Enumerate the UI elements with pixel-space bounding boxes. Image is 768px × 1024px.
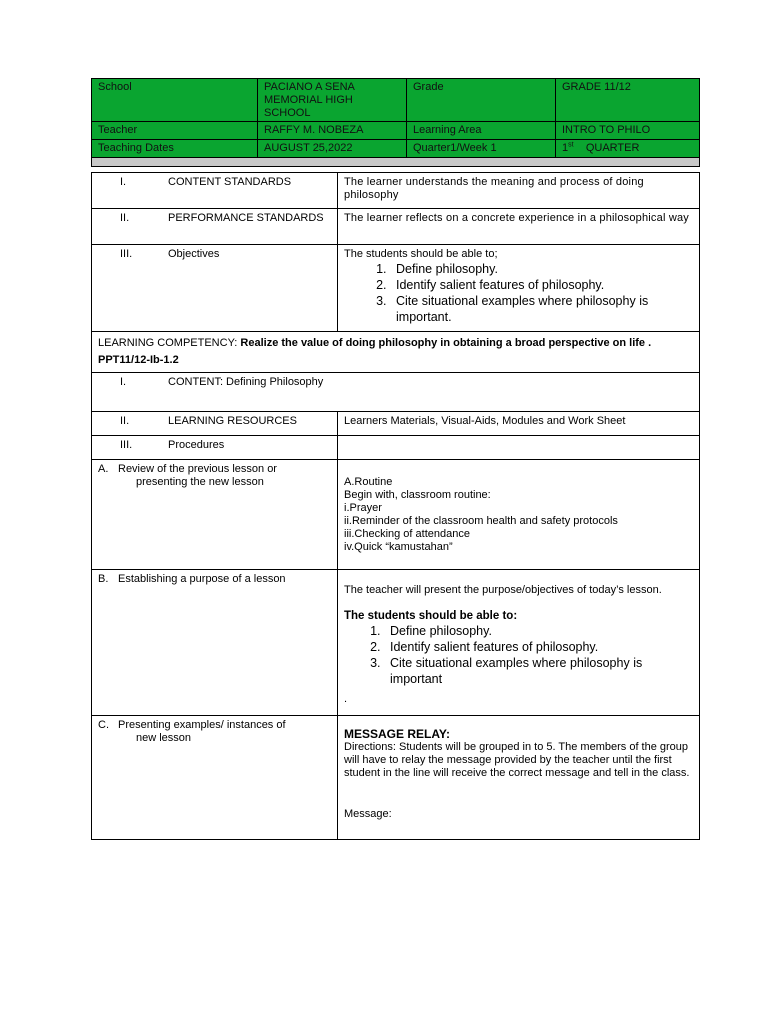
teaching-dates-value: AUGUST 25,2022 [258,140,407,158]
learning-resources-value: Learners Materials, Visual-Aids, Modules and Work Sheet [338,412,700,436]
purpose-heading: The students should be able to: [344,610,518,622]
lesson-plan-table [91,172,699,840]
performance-standards-label: PERFORMANCE STANDARDS [168,212,324,224]
learning-competency-label: LEARNING COMPETENCY: [98,337,241,349]
content-row: I. CONTENT: Defining Philosophy [92,373,700,412]
list-item: 2. Identify salient features of philosophy. [390,277,693,293]
learning-competency-text: Realize the value of doing philosophy in obtaining a broad perspective on life . PPT11/12-Ib-1.2 [98,337,652,366]
content-standards-text: The learner understands the meaning and process of doing philosophy [338,173,700,209]
list-item: 3. Cite situational examples where philosophy is important. [390,293,693,325]
learning-competency-row [92,332,700,373]
procedures-label: Procedures [168,439,225,451]
procedures-row: III. Procedures [92,436,700,460]
teacher-label: Teacher [92,122,258,140]
content-standards-label: CONTENT STANDARDS [168,176,292,188]
learning-resources-row: II. LEARNING RESOURCES Learners Materials, Visual-Aids, Modules and Work Sheet [92,412,700,436]
objectives-row: III. Objectives The students should be able to; 1. Define philosophy. 2. Identify salient features of philosophy. 3. Cite situational examples where philosophy is important. [92,245,700,332]
purpose-cell: The teacher will present the purpose/objectives of today’s lesson. The students should be able to: 1. Define philosophy. 2. Identify salient features of philosophy. 3. Cite situational examples where philosophy is important . [338,570,700,716]
list-item: 3. Cite situational examples where philosophy is important [384,655,693,687]
presenting-row: C. Presenting examples/ instances of new lesson MESSAGE RELAY: Directions: Students will be grouped in to 5. The members of the group will have to relay the message provided by the teacher until the first student in the line will receive the correct message and tell in the class. Message: [92,716,700,840]
list-item: 2. Identify salient features of philosophy. [384,639,693,655]
performance-standards-text: The learner reflects on a concrete experience in a philosophical way [338,209,700,245]
message-relay-cell [338,716,700,840]
learning-area-value: INTRO TO PHILO [556,122,700,140]
message-relay-directions: Directions: Students will be grouped in to 5. The members of the group will have to relay the message provided by the teacher until the first student in the line will receive the correct message and tell in the class. [344,741,690,779]
learning-area-label: Learning Area [407,122,556,140]
review-label: Review of the previous lesson or [118,463,277,475]
quarter-value: 1st QUARTER [556,140,700,158]
purpose-row: B. Establishing a purpose of a lesson The teacher will present the purpose/objectives of today’s lesson. The students should be able to: 1. Define philosophy. 2. Identify salient features of philosophy. 3. Cite situational examples where philosophy is important . [92,570,700,716]
content-standards-row: I. CONTENT STANDARDS The learner understands the meaning and process of doing philosophy [92,173,700,209]
performance-standards-row: II. PERFORMANCE STANDARDS The learner reflects on a concrete experience in a philosophical way [92,209,700,245]
objectives-cell [338,245,700,332]
gray-divider [92,158,700,167]
list-item: 1. Define philosophy. [384,623,693,639]
objectives-label: Objectives [168,248,220,260]
content-label: CONTENT: Defining Philosophy [168,376,324,388]
grade-value: GRADE 11/12 [556,79,700,122]
presenting-label: Presenting examples/ instances of [118,719,286,731]
message-relay-title: MESSAGE RELAY: [344,727,451,741]
purpose-label: Establishing a purpose of a lesson [118,573,286,585]
objectives-list [344,261,693,325]
objectives-intro: The students should be able to; [344,248,498,260]
purpose-intro: The teacher will present the purpose/objectives of today’s lesson. [344,584,662,596]
learning-resources-label: LEARNING RESOURCES [168,415,297,427]
routine-cell: A.Routine Begin with, classroom routine: i.Prayer ii.Reminder of the classroom health and safety protocols iii.Checking of attendance iv.Quick “kamustahan” [338,460,700,570]
quarter-week-value: Quarter1/Week 1 [407,140,556,158]
purpose-list [344,623,693,687]
teaching-dates-label: Teaching Dates [92,140,258,158]
school-value: PACIANO A SENA MEMORIAL HIGH SCHOOL [258,79,407,122]
list-item: 1. Define philosophy. [390,261,693,277]
message-label: Message: [344,808,392,820]
header-table [91,78,699,167]
teacher-value: RAFFY M. NOBEZA [258,122,407,140]
review-row: A. Review of the previous lesson or presenting the new lesson A.Routine Begin with, classroom routine: i.Prayer ii.Reminder of the classroom health and safety protocols iii.Checking of attendance iv.Quick “kamustahan” [92,460,700,570]
school-label: School [92,79,258,122]
grade-label: Grade [407,79,556,122]
